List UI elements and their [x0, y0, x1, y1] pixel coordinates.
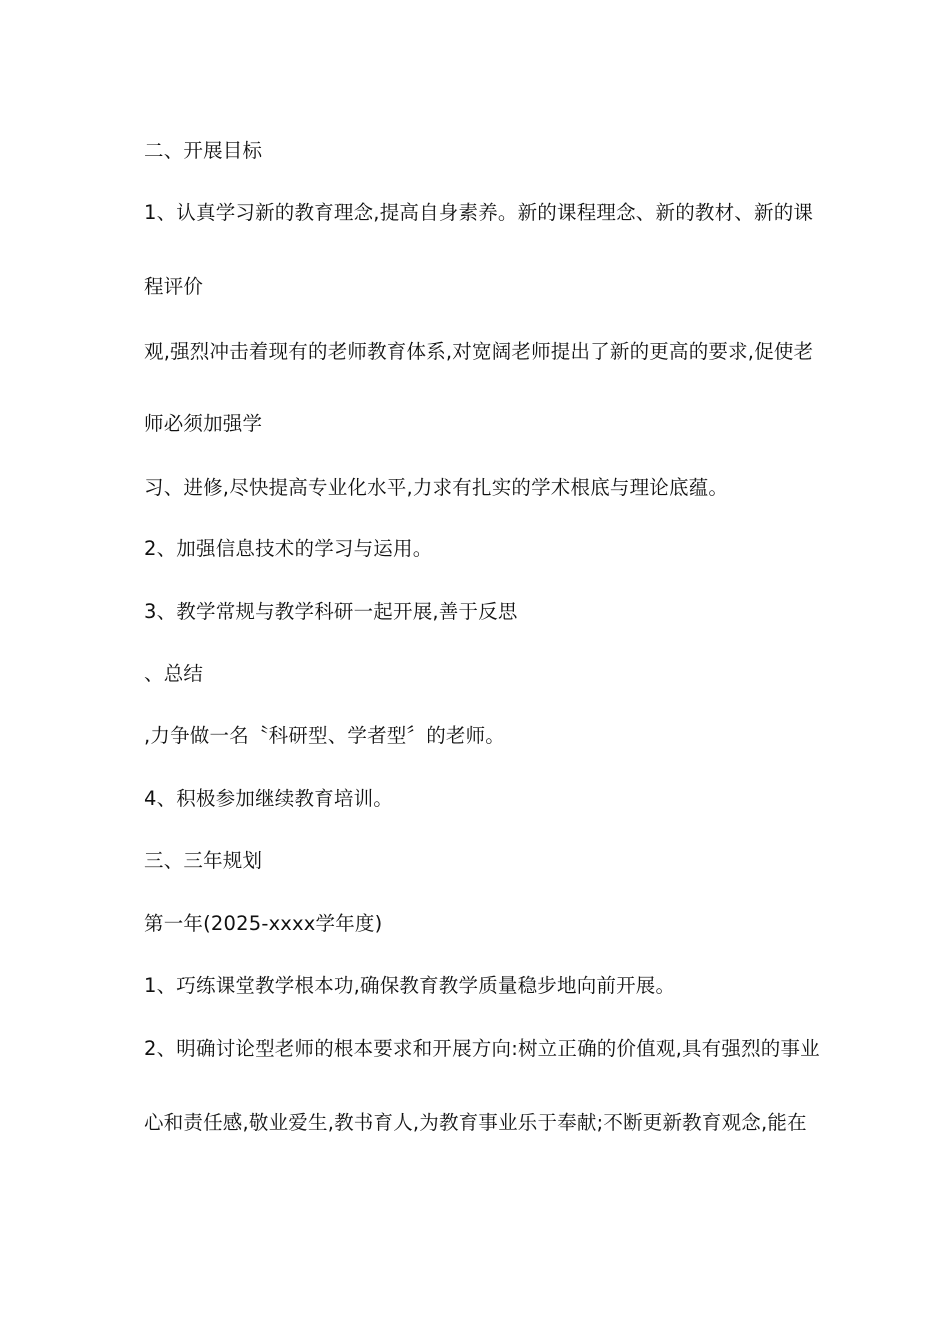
goal-item-1-cont: 习、进修,尽快提高专业化水平,力求有扎实的学术根底与理论底蕴。 — [144, 476, 729, 499]
section-heading-goals: 二、开展目标 — [144, 139, 263, 162]
plan-year-1-heading: 第一年(2025-xxxx学年度) — [144, 912, 383, 935]
goal-item-3: 3、教学常规与教学科研一起开展,善于反思 — [144, 600, 518, 623]
goal-item-3-cont: ,力争做一名〝科研型、学者型〞的老师。 — [144, 724, 505, 747]
goal-item-2: 2、加强信息技术的学习与运用。 — [144, 537, 433, 560]
goal-item-3-cont: 、总结 — [144, 662, 204, 685]
goal-item-4: 4、积极参加继续教育培训。 — [144, 787, 394, 810]
plan-year-1-item-1: 1、巧练课堂教学根本功,确保教育教学质量稳步地向前开展。 — [144, 974, 676, 997]
plan-year-1-item-2-cont: 心和责任感,敬业爱生,教书育人,为教育事业乐于奉献;不断更新教育观念,能在 — [144, 1111, 807, 1134]
plan-year-1-item-2: 2、明确讨论型老师的根本要求和开展方向:树立正确的价值观,具有强烈的事业 — [144, 1037, 820, 1060]
goal-item-1: 1、认真学习新的教育理念,提高自身素养。新的课程理念、新的教材、新的课 — [144, 201, 814, 224]
section-heading-plan: 三、三年规划 — [144, 849, 263, 872]
goal-item-1-cont: 程评价 — [144, 275, 204, 298]
goal-item-1-cont: 观,强烈冲击着现有的老师教育体系,对宽阔老师提出了新的更高的要求,促使老 — [144, 340, 814, 363]
goal-item-1-cont: 师必须加强学 — [144, 412, 263, 435]
